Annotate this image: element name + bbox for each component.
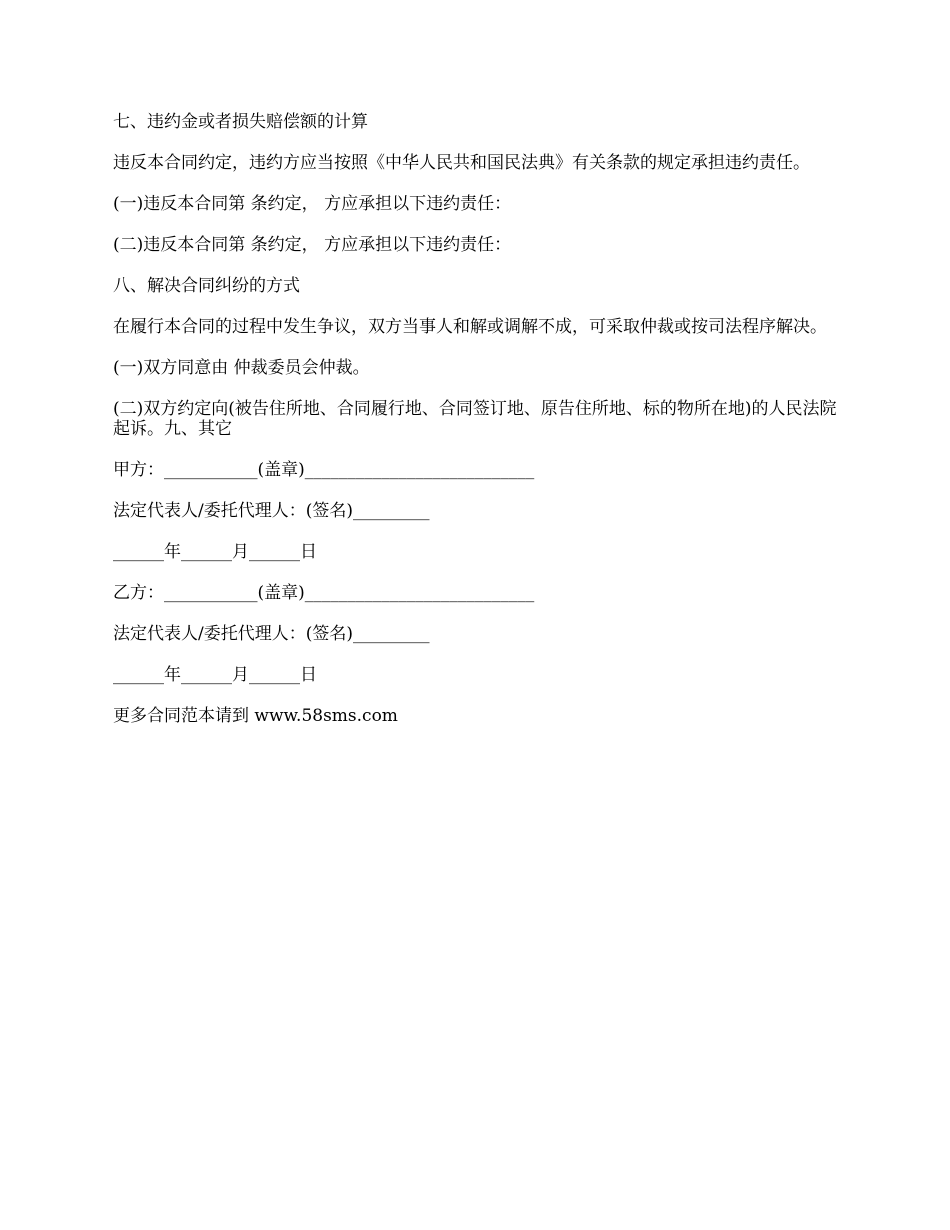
breach-liability-clause: 违反本合同约定，违约方应当按照《中华人民共和国民法典》有关条款的规定承担违约责任。 [113, 153, 810, 173]
dispute-item-arbitration: (一)双方同意由 仲裁委员会仲裁。 [113, 358, 370, 378]
dispute-clause: 在履行本合同的过程中发生争议，双方当事人和解或调解不成，可采取仲裁或按司法程序解决。 [113, 317, 827, 337]
party-b-seal-line: 乙方：___________(盖章)___________________________ [113, 583, 535, 603]
section-heading-dispute-resolution: 八、解决合同纠纷的方式 [113, 276, 300, 296]
breach-item-2: (二)违反本合同第 条约定， 方应承担以下违约责任： [113, 235, 512, 255]
breach-item-1: (一)违反本合同第 条约定， 方应承担以下违约责任： [113, 194, 512, 214]
footer-more-templates: 更多合同范本请到 www.58sms.com [113, 706, 398, 726]
party-b-representative-line: 法定代表人/委托代理人：(签名)_________ [113, 624, 430, 644]
section-heading-breach-damages: 七、违约金或者损失赔偿额的计算 [113, 112, 368, 132]
party-a-seal-line: 甲方：___________(盖章)___________________________ [113, 460, 535, 480]
party-a-representative-line: 法定代表人/委托代理人：(签名)_________ [113, 501, 430, 521]
dispute-item-court: (二)双方约定向(被告住所地、合同履行地、合同签订地、原告住所地、标的物所在地)的人民法院起诉。九、其它 [113, 399, 837, 439]
party-a-date-line: ______年______月______日 [113, 542, 317, 562]
document-body [113, 112, 843, 747]
party-b-date-line: ______年______月______日 [113, 665, 317, 685]
